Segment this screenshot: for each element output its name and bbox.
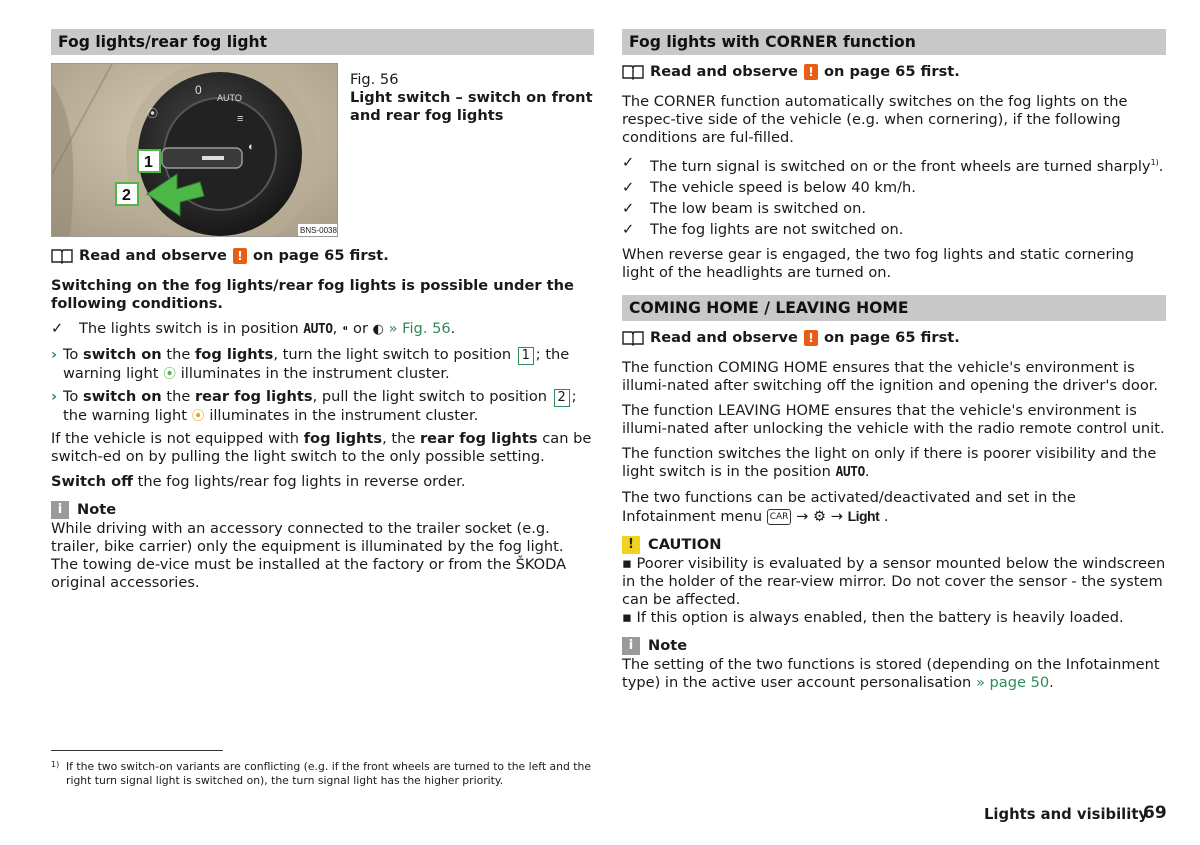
auto-symbol: AUTO <box>835 464 865 480</box>
position-2-box: 2 <box>554 389 570 407</box>
fog-light-icon: ⁌ <box>341 322 349 337</box>
low-beam-icon: ◐ <box>372 322 384 337</box>
figure-caption <box>338 63 594 237</box>
check-icon: ✓ <box>51 320 64 337</box>
read-observe-link[interactable]: on page 65 first. <box>252 247 389 264</box>
page-50-link[interactable]: » page 50 <box>975 673 1050 691</box>
arrow-bullet-icon: › <box>51 346 58 363</box>
figure-code: BNS-0038 <box>300 226 337 235</box>
note-text: The setting of the two functions is stored (depending on the Infotainment type) in the active user account personalisation » page 50. <box>622 655 1160 691</box>
check-icon: ✓ <box>622 220 635 238</box>
read-and-observe: Read and observe ! on page 65 first. <box>622 329 1166 347</box>
conditions-intro: Switching on the fog lights/rear fog lights is possible under the following conditions. <box>51 277 574 312</box>
read-observe-link[interactable]: on page 65 first. <box>823 63 960 80</box>
page-number: 69 <box>1143 803 1167 823</box>
info-icon: i <box>51 501 69 519</box>
note-heading: i Note <box>622 637 1166 655</box>
coming-home-paragraph: The function COMING HOME ensures that the vehicle's environment is illumi-nated after switching off the ignition and opening the driver's door. <box>622 358 1159 394</box>
warning-icon: ! <box>804 330 818 346</box>
caution-item: ▪ If this option is always enabled, then the battery is heavily loaded. <box>622 608 1124 626</box>
svg-text:≡: ≡ <box>237 113 244 125</box>
condition-item: ✓ The fog lights are not switched on. <box>622 220 904 238</box>
footer-section-title: Lights and visibility <box>984 806 1149 823</box>
book-icon <box>622 330 644 346</box>
footnote: 1) If the two switch-on variants are conflicting (e.g. if the front wheels are turned to the left and the right turn signal light is switched on), the turn signal light has the higher priority. <box>51 760 591 787</box>
condition-item: ✓ The low beam is switched on. <box>622 199 866 217</box>
section-heading-fog-lights: Fog lights/rear fog light <box>51 29 594 55</box>
left-column <box>51 29 594 599</box>
arrow-bullet-icon: › <box>51 388 58 405</box>
note-heading: i Note <box>51 501 594 519</box>
fig-56-link[interactable]: » Fig. 56 <box>388 320 451 337</box>
check-icon: ✓ <box>622 178 635 196</box>
warning-icon: ! <box>233 248 247 264</box>
warning-icon: ! <box>804 64 818 80</box>
reverse-paragraph: When reverse gear is engaged, the two fog lights and static cornering light of the headlights are turned on. <box>622 245 1135 281</box>
step-rear-fog-lights: › To switch on the rear fog lights, pull the light switch to position 2 ; the warning light ⦿ illuminates in the instrument cluster. <box>51 388 577 424</box>
poorer-visibility-paragraph: The function switches the light on only if there is poorer visibility and the light switch is in the position AUTO. <box>622 444 1157 480</box>
condition-item: ✓ The vehicle speed is below 40 km/h. <box>622 178 916 196</box>
switch-off-paragraph: Switch off the fog lights/rear fog lights in reverse order. <box>51 473 466 490</box>
figure-title: Light switch – switch on front and rear fog lights <box>350 89 593 124</box>
dial-auto-label: AUTO <box>217 93 242 103</box>
settings-icon: ⚙ <box>812 507 827 525</box>
figure-56 <box>51 63 594 237</box>
note-text: While driving with an accessory connected to the trailer socket (e.g. trailer, bike carrier) only the equipment is illuminated by the fog light. The towing de-vice must be installed at the factory or from the ŠKODA original accessories. <box>51 520 567 591</box>
book-icon <box>51 248 73 264</box>
svg-text:⦿: ⦿ <box>147 108 158 120</box>
read-and-observe <box>51 247 594 265</box>
light-switch-illustration <box>52 64 337 236</box>
car-button-icon: CAR <box>767 509 792 525</box>
condition-list <box>51 320 594 339</box>
step-fog-lights: › To switch on the fog lights, turn the light switch to position 1 ; the warning light ⦿ illuminates in the instrument cluster. <box>51 346 570 382</box>
light-switch-image <box>51 63 338 237</box>
fog-light-icon: ⦿ <box>163 367 177 382</box>
footnote-rule <box>51 750 223 751</box>
check-icon: ✓ <box>622 154 635 171</box>
svg-text:◐: ◐ <box>248 141 255 153</box>
leaving-home-paragraph: The function LEAVING HOME ensures that the vehicle's environment is illumi-nated after unlocking the vehicle with the radio remote control unit. <box>622 401 1165 437</box>
read-observe-text: Read and observe <box>79 247 227 264</box>
light-menu-label: Light <box>847 507 880 524</box>
activate-paragraph: The two functions can be activated/deactivated and set in the Infotainment menu CAR → ⚙ → Light . <box>622 488 1076 525</box>
info-icon: i <box>622 637 640 655</box>
caution-heading: ! CAUTION <box>622 536 1166 554</box>
book-icon <box>622 64 644 80</box>
equipment-paragraph: If the vehicle is not equipped with fog lights, the rear fog lights can be switch-ed on by pulling the light switch to the only possible setting. <box>51 430 592 465</box>
auto-symbol: AUTO <box>303 322 333 337</box>
section-heading-coming-home: COMING HOME / LEAVING HOME <box>622 295 1166 321</box>
caution-item: ▪ Poorer visibility is evaluated by a sensor mounted below the windscreen in the holder of the rear-view mirror. Do not cover the sensor - the system can be affected. <box>622 554 1166 608</box>
figure-label-1: 1 <box>144 154 153 171</box>
read-and-observe: Read and observe ! on page 65 first. <box>622 63 1166 81</box>
dial-0-label: 0 <box>195 83 202 97</box>
footnote-mark: 1) <box>1150 158 1159 167</box>
corner-conditions <box>622 154 1166 239</box>
condition-item: ✓ The turn signal is switched on or the front wheels are turned sharply$^{1)}$. <box>622 154 1164 175</box>
figure-number: Fig. 56 <box>350 71 399 88</box>
check-icon: ✓ <box>622 199 635 217</box>
section-heading-corner: Fog lights with CORNER function <box>622 29 1166 55</box>
figure-label-2: 2 <box>122 187 131 204</box>
position-1-box: 1 <box>518 347 534 365</box>
caution-icon: ! <box>622 536 640 554</box>
read-observe-link[interactable]: on page 65 first. <box>823 328 960 346</box>
right-column <box>622 29 1166 699</box>
rear-fog-light-icon: ⦿ <box>191 409 205 424</box>
corner-intro: The CORNER function automatically switches on the fog lights on the respec-tive side of the vehicle (e.g. when cornering), if the following conditions are ful-filled. <box>622 93 1128 146</box>
condition-item: ✓ The lights switch is in position AUTO, ⁌ or ◐ » Fig. 56. <box>51 320 456 337</box>
